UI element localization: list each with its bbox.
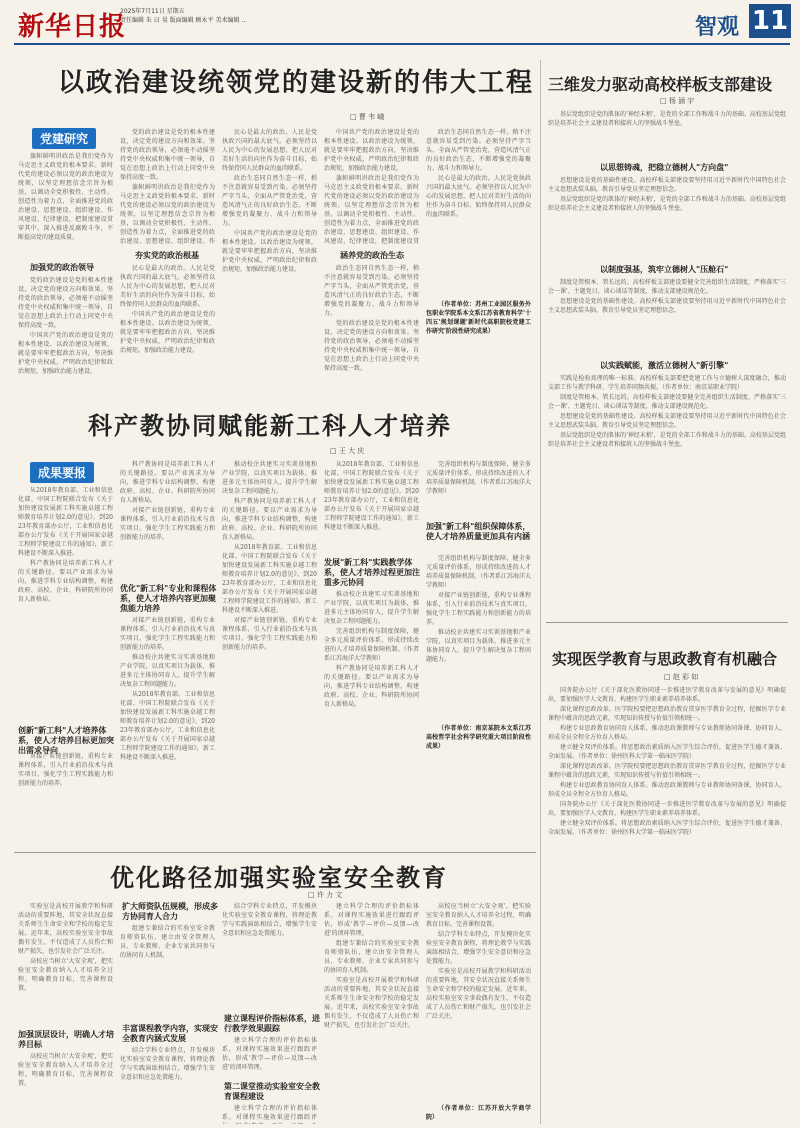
article-1-badge: 党建研究 <box>32 128 96 149</box>
article-1-title: 以政治建设统领党的建设新的伟大工程 <box>58 68 535 98</box>
article-3-col-1b: 对接产业链创新链，重构专业课程体系，引入行业前沿技术与真实项目，强化学生工程实践能力和创新能力的培养。 <box>18 753 113 787</box>
article-3-badge: 成果要报 <box>30 462 94 483</box>
article-4-byline: □ 许 力 文 <box>308 891 343 899</box>
article-2-subhead-2: 以制度强基，筑牢立德树人"压舱石" <box>600 265 729 274</box>
article-4-subhead-1: 加强顶层设计，明确人才培养目标 <box>18 1030 114 1049</box>
article-4-subhead-3: 丰富课程教学内容，实现安全教育内涵式发展 <box>122 1024 218 1043</box>
article-1-col-1b: 党的政治建设是党的根本性建设，决定党的建设方向和效果。坚持党的政治领导，必须毫不动摇坚持党中央权威和集中统一领导，自觉在思想上政治上行动上同党中央保持高度一致。 中国共产党的政治建设是党的根本性建设。以政治建设为统领，就是要牢牢把握政治方向，坚决维护党中央权威，严明政治纪律和政治规矩，加强政治能力建设。 <box>18 277 113 375</box>
article-5-title: 实现医学教育与思政教育有机融合 <box>552 650 778 668</box>
article-3-subhead-1: 创新"新工科"人才培养体系，使人才培养目标更加突出需求导向 <box>18 726 114 755</box>
article-2-body-2: 制度是管根本、管长远的。高校样板支部建设要健全完善组织生活制度，严格落实'三会一课'、主题党日、谈心谈话等制度，推动支部建设规范化。 思想建设是党的基础性建设。高校样板支部建设要坚持用习近平新时代中国特色社会主义思想武装头脑，教育引导党员坚定理想信念。 <box>548 279 786 314</box>
article-3-col-5b: 完善组织机构与制度保障，健全多元质量评价体系，形成持续改进的人才培养质量保障机制。（作者系江苏海洋大学教师） 对接产业链创新链，重构专业课程体系，引入行业前沿技术与真实项目，强化学生工程实践能力和创新能力的培养。 推动校企共建实习实训基地和产业学院，以真实项目为载体，推进多元主体协同育人，提升学生解决复杂工程问题能力。 <box>426 555 531 663</box>
article-1-col-4: 中国共产党的政治建设是党的根本性建设。以政治建设为统领，就是要牢牢把握政治方向，坚决维护党中央权威，严明政治纪律和政治规矩，加强政治能力建设。 旗帜鲜明讲政治是我们党作为马克思主义政党的根本要求。新时代党的建设必须以党的政治建设为统领，以坚定理想信念宗旨为根基，以调动全党积极性、主动性、创造性为着力点，全面推进党的政治建设、思想建设、组织建设、作风建设、纪律建设，把制度建设贯 <box>324 129 419 245</box>
article-3-subhead-2: 优化"新工科"专业和课程体系，使人才培养内容更加聚焦能力培养 <box>120 584 217 613</box>
column-divider <box>540 630 541 1124</box>
section-divider <box>14 852 536 853</box>
article-3-col-5: 完善组织机构与制度保障，健全多元质量评价体系，形成持续改进的人才培养质量保障机制。（作者系江苏海洋大学教师） <box>426 461 531 495</box>
article-2-byline: □ 杨 涵 宇 <box>660 97 695 105</box>
article-3-col-2b: 对接产业链创新链，重构专业课程体系，引入行业前沿技术与真实项目，强化学生工程实践能力和创新能力的培养。 推动校企共建实习实训基地和产业学院，以真实项目为载体，推进多元主体协同育人，提升学生解决复杂工程问题能力。 从2018年教育部、工业和信息化部、中国工程院联合发布《关于加快建设发展新工科实施卓越工程师教育培养计划2.0的意见》，到2023年教育部办公厅，工业和信息化部办公厅发布《关于开展国家卓越工程师学院建设工作的通知》，新工科建设不断深入推进。 <box>120 617 215 761</box>
column-divider <box>540 60 541 400</box>
article-2-body-1: 思想建设是党的基础性建设。高校样板支部建设要坚持用习近平新时代中国特色社会主义思想武装头脑，教育引导党员坚定理想信念。 基层党组织是党的肌体的'神经末梢'，是党的全部工作和战斗力的基础。高校基层党组织是培养社会主义建设者和接班人的坚强战斗堡垒。 <box>548 177 786 212</box>
article-4-col-2b: 结合学科专业特点，开发模块化实验室安全教育课程，将理论教学与实践演练相结合，增强学生安全意识和应急处置能力。 <box>120 1047 215 1081</box>
article-4-col-3c: 建立科学合理的评价指标体系，对课程实施效果进行跟踪评 <box>222 1105 317 1121</box>
article-4-col-4: 建立科学合理的评价指标体系，对课程实施效果进行跟踪评估，形成'教学—评价—反馈—改进'的闭环管理。 组建专兼结合的实验室安全教育师资队伍，建立由安全管理人员、专业教师、企业专家共同参与的协同育人机制。 实验室是高校开展教学和科研活动的重要阵地，其安全状况直接关系师生生命安全和学校的稳定发展。近年来，高校实验室安全事故偶有发生，不仅造成了人员伤亡和财产损失，也引发社会广泛关注。 <box>324 903 419 1029</box>
article-2-body-3: 实践是检验真理的唯一标准。高校样板支部要把党建工作与立德树人深度融合，推动支部工作与教学科研、学生培养同频共振。（作者单位：南京某职业学院） 制度是管根本、管长远的。高校样板支部建设要健全完善组织生活制度，严格落实'三会一课'、主题党日、谈心谈话等制度，推动支部建设规范化。 思想建设是党的基础性建设。高校样板支部建设要坚持用习近平新时代中国特色社会主义思想武装头脑，教育引导党员坚定理想信念。 基层党组织是党的肌体的'神经末梢'，是党的全部工作和战斗力的基础。高校基层党组织是培养社会主义建设者和接班人的坚强战斗堡垒。 <box>548 375 786 448</box>
article-4-col-5: 高校应当树立'大安全观'，把实验室安全教育纳入人才培养全过程，明确教育目标，完善课程设置。 结合学科专业特点，开发模块化实验室安全教育课程，将理论教学与实践演练相结合，增强学生安全意识和应急处置能力。 实验室是高校开展教学和科研活动的重要阵地，其安全状况直接关系师生生命安全和学校的稳定发展。近年来，高校实验室安全事故偶有发生，不仅造成了人员伤亡和财产损失，也引发社会广泛关注。 <box>426 903 531 1020</box>
article-1-byline: □ 曹 韦 峨 <box>350 113 385 121</box>
article-3-author-note: （作者单位：南京某院本文系江苏高校哲学社会科学研究重大项目阶段性成果） <box>426 725 531 750</box>
page-number: 11 <box>749 4 791 38</box>
article-4-author-note: （作者单位：江苏开放大学商学院） <box>426 1105 531 1121</box>
article-3-col-4b: 推动校企共建实习实训基地和产业学院，以真实项目为载体，推进多元主体协同育人，提升学生解决复杂工程问题能力。 完善组织机构与制度保障，健全多元质量评价体系，形成持续改进的人才培养质量保障机制。（作者系江苏海洋大学教师） 科产教协同是培养新工科人才的关键路径。要以产业需求为导向，推进学科专业结构调整，构建政府、高校、企业、科研院所协同育人新格局。 <box>324 591 419 708</box>
article-1-col-2: 党的政治建设是党的根本性建设，决定党的建设方向和效果。坚持党的政治领导，必须毫不动摇坚持党中央权威和集中统一领导，自觉在思想上政治上行动上同党中央保持高度一致。 旗帜鲜明讲政治是我们党作为马克思主义政党的根本要求。新时代党的建设必须以党的政治建设为统领，以坚定理想信念宗旨为根基，以调动全党积极性、主动性、创造性为着力点，全面推进党的政治建设、思想建设、组织建设、作 <box>120 129 215 245</box>
article-3-col-4: 从2018年教育部、工业和信息化部、中国工程院联合发布《关于加快建设发展新工科实施卓越工程师教育培养计划2.0的意见》，到2023年教育部办公厅，工业和信息化部办公厅发布《关于开展国家卓越工程师学院建设工作的通知》，新工科建设不断深入推进。 <box>324 461 419 531</box>
article-4-col-2: 组建专兼结合的实验室安全教育师资队伍，建立由安全管理人员、专业教师、企业专家共同参与的协同育人机制。 <box>120 925 215 959</box>
article-5-body: 国务院办公厅《关于深化医教协同进一步推进医学教育改革与发展的意见》明确提出，要加强医学人文教育，构建医学生职业素养培养体系。 深化课程思政改革。医学院校要把思想政治教育贯穿医学教育全过程，挖掘医学专业课程中蕴含的思政元素，实现知识传授与价值引领相统一。 构建专业思政教育协同育人体系。推动思政课教师与专业教师协同备课、协同育人，形成全员全程全方位育人格局。 建立健全双评价体系。将思想政治素质纳入医学生综合评价，促进医学生德才兼备、全面发展。（作者单位：徐州医科大学第一临床医学院） 深化课程思政改革。医学院校要把思想政治教育贯穿医学教育全过程，挖掘医学专业课程中蕴含的思政元素，实现知识传授与价值引领相统一。 构建专业思政教育协同育人体系。推动思政课教师与专业教师协同备课、协同育人，形成全员全程全方位育人格局。 国务院办公厅《关于深化医教协同进一步推进医学教育改革与发展的意见》明确提出，要加强医学人文教育，构建医学生职业素养培养体系。 建立健全双评价体系。将思想政治素质纳入医学生综合评价，促进医学生德才兼备、全面发展。（作者单位：徐州医科大学第一临床医学院） <box>548 687 786 836</box>
article-1-col-3: 民心是最大的政治。人民是党执政兴国的最大底气。必须坚持以人民为中心的发展思想，把人民对美好生活的向往作为奋斗目标，始终保持同人民群众的血肉联系。 政治生态同自然生态一样，稍不注意就容易受到污染。必须坚持严字当头，全面从严管党治党，营造风清气正的良好政治生态，不断增强党的凝聚力、战斗力和领导力。 中国共产党的政治建设是党的根本性建设。以政治建设为统领，就是要牢牢把握政治方向，坚决维护党中央权威，严明政治纪律和政治规矩，加强政治能力建设。 <box>222 129 317 273</box>
article-5-byline: □ 赵 彩 如 <box>664 673 699 681</box>
newspaper-logo: 新华日报 <box>18 12 127 42</box>
article-3-title: 科产教协同赋能新工科人才培养 <box>88 411 452 440</box>
article-4-col-1b: 高校应当树立'大安全观'，把实验室安全教育纳入人才培养全过程，明确教育目标，完善课程设置。 <box>18 1053 113 1087</box>
article-2-subhead-3: 以实践赋能，激活立德树人"新引擎" <box>600 361 729 370</box>
article-1-col-5: 政治生态同自然生态一样，稍不注意就容易受到污染。必须坚持严字当头，全面从严管党治党，营造风清气正的良好政治生态，不断增强党的凝聚力、战斗力和领导力。 民心是最大的政治。人民是党执政兴国的最大底气。必须坚持以人民为中心的发展思想，把人民对美好生活的向往作为奋斗目标，始终保持同人民群众的血肉联系。 <box>426 129 531 218</box>
article-4-col-1: 实验室是高校开展教学和科研活动的重要阵地，其安全状况直接关系师生生命安全和学校的稳定发展。近年来，高校实验室安全事故偶有发生，不仅造成了人员伤亡和财产损失，也引发社会广泛关注。 高校应当树立'大安全观'，把实验室安全教育纳入人才培养全过程，明确教育目标，完善课程设置。 <box>18 903 113 992</box>
section-title: 智观 <box>695 14 740 40</box>
header-rule <box>14 43 790 45</box>
article-4-subhead-2: 扩大师资队伍规模，形成多方协同育人合力 <box>122 902 218 921</box>
article-3-col-1: 从2018年教育部、工业和信息化部、中国工程院联合发布《关于加快建设发展新工科实施卓越工程师教育培养计划2.0的意见》，到2023年教育部办公厅，工业和信息化部办公厅发布《关于开展国家卓越工程师学院建设工作的通知》，新工科建设不断深入推进。 科产教协同是培养新工科人才的关键路径。要以产业需求为导向，推进学科专业结构调整，构建政府、高校、企业、科研院所协同育人新格局。 <box>18 487 113 603</box>
article-4-subhead-4: 建立课程评价指标体系，进行教学效果跟踪 <box>224 1014 320 1033</box>
article-2-intro: 基层党组织是党的肌体的'神经末梢'，是党的全部工作和战斗力的基础。高校基层党组织是培养社会主义建设者和接班人的坚强战斗堡垒。 <box>548 111 786 127</box>
article-3-col-3: 推动校企共建实习实训基地和产业学院，以真实项目为载体，推进多元主体协同育人，提升学生解决复杂工程问题能力。 科产教协同是培养新工科人才的关键路径。要以产业需求为导向，推进学科专业结构调整，构建政府、高校、企业、科研院所协同育人新格局。 从2018年教育部、工业和信息化部、中国工程院联合发布《关于加快建设发展新工科实施卓越工程师教育培养计划2.0的意见》，到2023年教育部办公厅，工业和信息化部办公厅发布《关于开展国家卓越工程师学院建设工作的通知》，新工科建设不断深入推进。 对接产业链创新链，重构专业课程体系，引入行业前沿技术与真实项目，强化学生工程实践能力和创新能力的培养。 <box>222 461 317 651</box>
article-4-col-3: 结合学科专业特点，开发模块化实验室安全教育课程，将理论教学与实践演练相结合，增强学生安全意识和应急处置能力。 <box>222 903 317 937</box>
article-1-subhead-1: 加强党的政治领导 <box>30 263 94 272</box>
article-3-byline: □ 王 大 庆 <box>330 447 365 455</box>
article-2-subhead-1: 以思想铸魂，把稳立德树人"方向盘" <box>600 163 729 172</box>
article-1-col-2b: 民心是最大的政治。人民是党执政兴国的最大底气。必须坚持以人民为中心的发展思想，把人民对美好生活的向往作为奋斗目标，始终保持同人民群众的血肉联系。 中国共产党的政治建设是党的根本性建设。以政治建设为统领，就是要牢牢把握政治方向，坚决维护党中央权威，严明政治纪律和政治规矩，加强政治能力建设。 <box>120 265 215 354</box>
article-4-title: 优化路径加强实验室安全教育 <box>110 863 448 892</box>
section-divider <box>546 622 788 623</box>
article-1-col-1: 旗帜鲜明讲政治是我们党作为马克思主义政党的根本要求。新时代党的建设必须以党的政治建设为统领，以坚定理想信念宗旨为根基，以调动全党积极性、主动性、创造性为着力点，全面推进党的政治建设、思想建设、组织建设、作风建设、纪律建设，把制度建设贯穿其中，深入推进反腐败斗争，不断提高党的建设质量。 <box>18 153 113 241</box>
article-4-subhead-5: 第二课堂推动实验室安全教育课程建设 <box>224 1082 320 1101</box>
article-1-subhead-2: 夯实党的政治根基 <box>135 251 199 260</box>
article-4-col-3b: 建立科学合理的评价指标体系，对课程实施效果进行跟踪评估，形成'教学—评价—反馈—改进'的闭环管理。 <box>222 1037 317 1071</box>
article-1-subhead-3: 涵养党的政治生态 <box>340 251 404 260</box>
issue-date: 2025年7月11日 星期五 责任编辑 朱 曰 昊 版面编辑 顾永平 美术编辑 ... <box>120 8 248 24</box>
article-2-title: 三维发力驱动高校样板支部建设 <box>548 75 773 94</box>
masthead-bar <box>0 0 800 44</box>
article-3-subhead-3: 发展"新工科"实践教学体系，使人才培养过程更加注重多元协同 <box>324 558 420 587</box>
article-1-col-4b: 政治生态同自然生态一样，稍不注意就容易受到污染。必须坚持严字当头，全面从严管党治党，营造风清气正的良好政治生态，不断增强党的凝聚力、战斗力和领导力。 党的政治建设是党的根本性建设，决定党的建设方向和效果。坚持党的政治领导，必须毫不动摇坚持党中央权威和集中统一领导，自觉在思想上政治上行动上同党中央保持高度一致。 <box>324 265 419 372</box>
article-1-author-note: （作者单位：苏州工业园区服务外包职业学院系本文系江苏省教育科学'十四五'规划课题'新时代高职院校党建工作研究'阶段性研究成果） <box>426 301 531 335</box>
article-3-col-2: 科产教协同是培养新工科人才的关键路径。要以产业需求为导向，推进学科专业结构调整，构建政府、高校、企业、科研院所协同育人新格局。 对接产业链创新链，重构专业课程体系，引入行业前沿技术与真实项目，强化学生工程实践能力和创新能力的培养。 <box>120 461 215 541</box>
article-3-subhead-4: 加强"新工科"组织保障体系，使人才培养质量更加具有内涵 <box>426 522 531 541</box>
